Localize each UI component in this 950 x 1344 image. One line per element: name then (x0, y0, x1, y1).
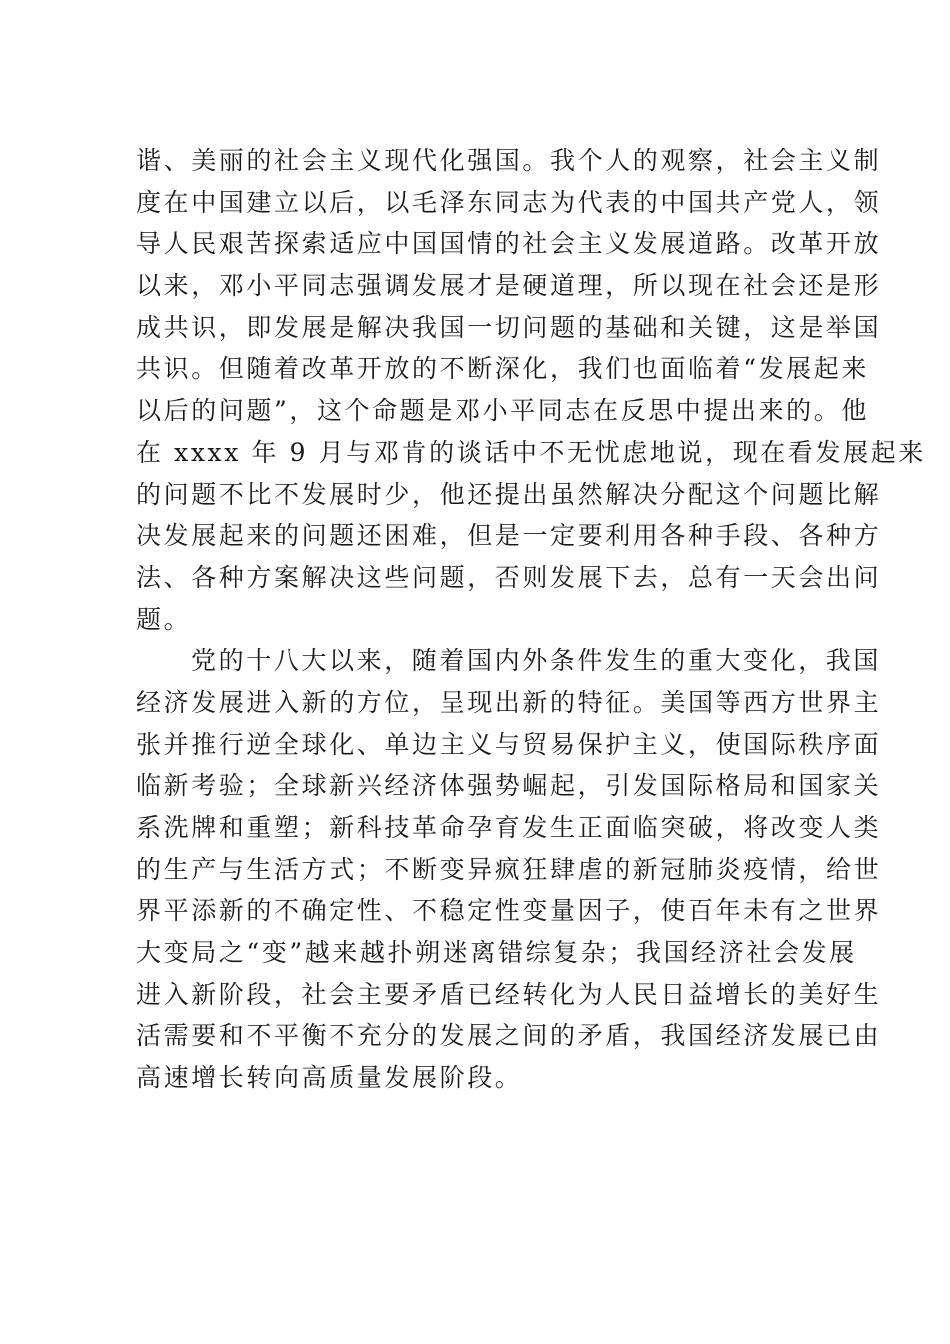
text-line: 党的十八大以来，随着国内外条件发生的重大变化，我国 (191, 646, 882, 676)
text-line: 谐、美丽的社会主义现代化强国。我个人的观察，社会主义制 (136, 146, 882, 175)
text-line: 成共识，即发展是解决我国一切问题的基础和关键，这是举国 (136, 312, 882, 342)
text-line: 大变局之“变”越来越扑朔迷离错综复杂；我国经济社会发展 (136, 938, 857, 968)
paragraph-1 (136, 140, 926, 640)
paragraph-2 (136, 640, 882, 1099)
text-line: 在 xxxx 年 9 月与邓肯的谈话中不无忧虑地说，现在看发展起来 (136, 437, 926, 467)
text-line: 共识。但随着改革开放的不断深化，我们也面临着“发展起来 (136, 354, 869, 384)
text-line: 活需要和不平衡不充分的发展之间的矛盾，我国经济发展已由 (136, 1021, 882, 1051)
text-line: 决发展起来的问题还困难，但是一定要利用各种手段、各种方 (136, 521, 882, 551)
text-line: 度在中国建立以后，以毛泽东同志为代表的中国共产党人，领 (136, 187, 882, 217)
text-line: 导人民艰苦探索适应中国国情的社会主义发展道路。改革开放 (136, 229, 882, 259)
text-line: 经济发展进入新的方位，呈现出新的特征。美国等西方世界主 (136, 687, 882, 717)
text-line: 以来，邓小平同志强调发展才是硬道理，所以现在社会还是形 (136, 271, 882, 301)
text-line: 以后的问题”，这个命题是邓小平同志在反思中提出来的。他 (136, 396, 869, 426)
text-line: 进入新阶段，社会主要矛盾已经转化为人民日益增长的美好生 (136, 979, 882, 1009)
text-line: 法、各种方案解决这些问题，否则发展下去，总有一天会出问 (136, 562, 882, 592)
text-line: 的生产与生活方式；不断变异疯狂肆虐的新冠肺炎疫情，给世 (136, 854, 882, 884)
text-line: 高速增长转向高质量发展阶段。 (136, 1063, 523, 1093)
text-line: 的问题不比不发展时少，他还提出虽然解决分配这个问题比解 (136, 479, 882, 509)
text-line: 临新考验；全球新兴经济体强势崛起，引发国际格局和国家关 (136, 771, 882, 801)
text-line: 张并推行逆全球化、单边主义与贸易保护主义，使国际秩序面 (136, 729, 882, 759)
document-body (136, 140, 926, 1099)
text-line: 系洗牌和重塑；新科技革命孕育发生正面临突破，将改变人类 (136, 813, 882, 842)
text-line: 界平添新的不确定性、不稳定性变量因子，使百年未有之世界 (136, 896, 882, 926)
text-line: 题。 (136, 604, 192, 634)
